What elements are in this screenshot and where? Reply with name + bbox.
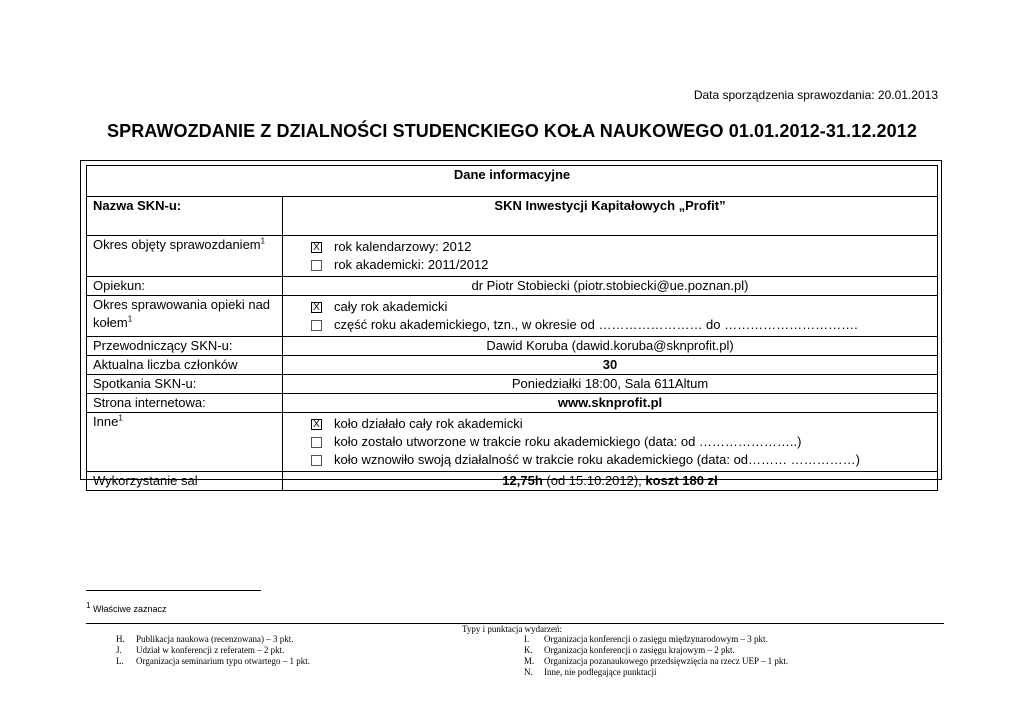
table-row	[87, 472, 938, 491]
option-text: rok akademicki: 2011/2012	[334, 257, 489, 272]
supervisor-label: Opiekun:	[87, 277, 283, 296]
option-text: część roku akademickiego, tzn., w okresie od …………………… do ………………………….	[334, 317, 858, 332]
type-text: Publikacja naukowa (recenzowana) – 3 pkt.	[136, 634, 294, 644]
period-options	[283, 236, 938, 277]
rooms-value	[283, 472, 938, 491]
supervisor-value: dr Piotr Stobiecki (piotr.stobiecki@ue.poznan.pl)	[283, 277, 938, 296]
period-option-academic[interactable]	[311, 256, 931, 274]
members-label: Aktualna liczba członków	[87, 356, 283, 375]
checkbox-empty[interactable]	[311, 437, 322, 448]
checkbox-empty[interactable]	[311, 260, 322, 271]
type-letter: M.	[524, 656, 535, 666]
info-table	[86, 165, 938, 491]
option-text: cały rok akademicki	[334, 299, 448, 314]
checkbox-checked[interactable]: X	[311, 242, 322, 253]
other-label-text: Inne	[93, 414, 119, 429]
footnote-text: Właściwe zaznacz	[90, 604, 167, 614]
table-row	[87, 356, 938, 375]
list-item	[116, 656, 310, 667]
option-text: koło wznowiło swoją działalność w trakcie roku akademickiego (data: od……… ……………)	[334, 452, 860, 467]
option-text: koło zostało utworzone w trakcie roku akademickiego (data: od …………………..)	[334, 434, 802, 449]
table-row	[87, 413, 938, 472]
footnote-ref: 1	[118, 413, 123, 423]
table-row	[87, 337, 938, 356]
table-row	[87, 296, 938, 337]
footnote-ref: 1	[127, 314, 133, 324]
supervision-label	[87, 296, 283, 337]
list-item	[116, 634, 310, 645]
supervision-label-line1: Okres sprawowania opieki nad	[93, 297, 271, 312]
table-row	[87, 277, 938, 296]
meetings-label: Spotkania SKN-u:	[87, 375, 283, 394]
table-row	[87, 394, 938, 413]
type-text: Organizacja seminarium typu otwartego – 1 pkt.	[136, 656, 311, 666]
type-text: Udział w konferencji z referatem – 2 pkt.	[136, 645, 285, 655]
option-text: rok kalendarzowy: 2012	[334, 239, 472, 254]
table-row	[87, 236, 938, 277]
checkbox-checked[interactable]: X	[311, 302, 322, 313]
checkbox-empty[interactable]	[311, 455, 322, 466]
type-letter: J.	[116, 645, 122, 655]
other-option-full-year[interactable]	[311, 415, 931, 433]
table-row	[87, 375, 938, 394]
type-text: Organizacja konferencji o zasięgu krajowym – 2 pkt.	[544, 645, 735, 655]
types-title: Typy i punktacja wydarzeń:	[461, 624, 563, 634]
other-options	[283, 413, 938, 472]
other-option-resumed[interactable]	[311, 451, 931, 469]
name-value: SKN Inwestycji Kapitałowych „Profit”	[283, 197, 938, 236]
rooms-label: Wykorzystanie sal	[87, 472, 283, 491]
website-link[interactable]: www.sknprofit.pl	[283, 394, 938, 413]
website-label: Strona internetowa:	[87, 394, 283, 413]
table-row	[87, 197, 938, 236]
footnote	[86, 601, 167, 614]
option-text: koło działało cały rok akademicki	[334, 416, 523, 431]
type-letter: N.	[524, 667, 533, 677]
types-left-column	[116, 634, 310, 667]
period-label-text: Okres objęty sprawozdaniem	[93, 237, 261, 252]
supervision-options	[283, 296, 938, 337]
period-option-calendar[interactable]	[311, 238, 931, 256]
checkbox-checked[interactable]: X	[311, 419, 322, 430]
other-label	[87, 413, 283, 472]
list-item	[116, 645, 310, 656]
type-text: Organizacja konferencji o zasięgu międzynarodowym – 3 pkt.	[544, 634, 768, 644]
checkbox-empty[interactable]	[311, 320, 322, 331]
list-item	[524, 645, 788, 656]
supervision-option-full-year[interactable]	[311, 298, 931, 316]
other-option-created[interactable]	[311, 433, 931, 451]
report-title: SPRAWOZDANIE Z DZIALNOŚCI STUDENCKIEGO KOŁA NAUKOWEGO 01.01.2012-31.12.2012	[106, 121, 917, 141]
footnote-number: 1	[86, 601, 91, 610]
type-text: Organizacja pozanaukowego przedsięwzięcia na rzecz UEP – 1 pkt.	[544, 656, 789, 666]
type-text: Inne, nie podlegające punktacji	[544, 667, 657, 677]
type-letter: L.	[116, 656, 124, 666]
types-right-column	[524, 634, 788, 678]
table-header: Dane informacyjne	[87, 166, 938, 197]
name-label: Nazwa SKN-u:	[87, 197, 283, 236]
type-letter: I.	[524, 634, 530, 644]
list-item	[524, 634, 788, 645]
rooms-since: (od 15.10.2012),	[542, 473, 646, 488]
rooms-hours: 12,75h	[502, 473, 543, 488]
meetings-value: Poniedziałki 18:00, Sala 611Altum	[283, 375, 938, 394]
supervision-option-part-year[interactable]	[311, 316, 931, 334]
type-letter: K.	[524, 645, 533, 655]
type-letter: H.	[116, 634, 125, 644]
chair-value: Dawid Koruba (dawid.koruba@sknprofit.pl)	[283, 337, 938, 356]
report-date: Data sporządzenia sprawozdania: 20.01.2013	[693, 88, 938, 102]
period-label	[87, 236, 283, 277]
list-item	[524, 667, 788, 678]
table-header-row	[87, 166, 938, 197]
list-item	[524, 656, 788, 667]
members-value: 30	[283, 356, 938, 375]
footnote-ref: 1	[260, 236, 266, 246]
rooms-cost: koszt 180 zł	[645, 473, 718, 488]
footnote-separator	[86, 590, 261, 591]
chair-label: Przewodniczący SKN-u:	[87, 337, 283, 356]
supervision-label-line2: kołem	[93, 315, 128, 330]
